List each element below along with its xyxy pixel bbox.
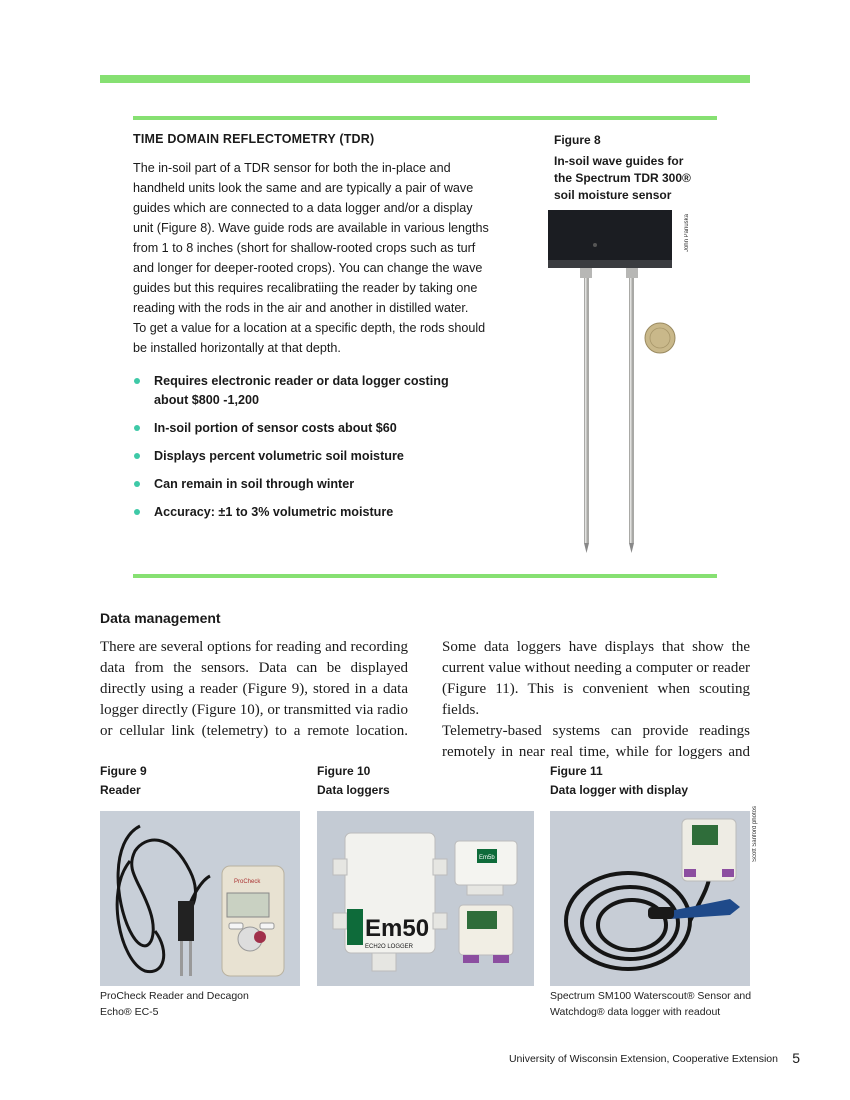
em50-label: Em50 [365,915,430,942]
figure11-title: Data logger with display [550,783,689,797]
col2-line: current value without needing a computer or reader [442,660,750,676]
col2-line: Telemetry-based systems can provide readings [442,723,750,739]
figure8-caption-line: soil moisture sensor [554,188,672,202]
figure11-caption-line: Watchdog® data logger with readout [550,1006,721,1018]
figure10-photo [317,811,534,986]
bullet-item: Can remain in soil through winter [133,475,463,494]
bullet-item: Displays percent volumetric soil moisture [133,447,463,466]
figure9-photo [100,811,300,986]
data-loggers-image [317,811,534,986]
figure9-caption-line: ProCheck Reader and Decagon [100,990,249,1002]
col1-line: or cellular link (telemetry) to a remote location. [100,723,408,739]
tdr-body-line: To get a value for a location at a specific depth, the rods should [133,321,486,335]
tdr-body-line: from 1 to 8 inches (short for shallow-rooted crops such as turf [133,241,476,255]
col2-line: Some data loggers have displays that show the [442,639,750,655]
figure11-caption [550,763,688,799]
figure9-title: Reader [100,783,141,797]
tdr-body-line: be installed horizontally at that depth. [133,341,341,355]
top-rule [100,75,750,83]
reader-image [100,811,300,986]
figure9-img-caption [100,988,249,1020]
figure11-label: Figure 11 [550,764,603,778]
tdr-sensor-image [540,205,690,560]
figure10-caption [317,763,390,799]
logger-with-display-image [550,811,750,986]
footer-text: University of Wisconsin Extension, Cooperative Extension [508,1053,778,1065]
em50-sublabel: ECH2O LOGGER [365,944,414,950]
tdr-body-line: guides but this requires recalibratiing the reader by taking one [133,281,478,295]
figure10-label: Figure 10 [317,764,371,778]
figure8-caption-line: In-soil wave guides for [554,154,684,168]
figure8-label: Figure 8 [554,133,601,147]
figure11-credit: Scott Sanford photos [752,806,758,863]
tdr-body-line: guides which are connected to a data logger and/or a display [133,201,473,215]
figure11-photo [550,811,750,986]
tdr-body-line: and longer for deeper-rooted crops). You can change the wave [133,261,483,275]
bullet-item: Accuracy: ±1 to 3% volumetric moisture [133,503,463,522]
small-logger-label: Em5b [479,855,495,861]
data-management-title: Data management [100,610,221,626]
reader-brand: ProCheck [234,879,261,885]
col2-line: (Figure 11). This is convenient when scouting fields. [442,681,750,718]
figure9-label: Figure 9 [100,764,147,778]
data-management-col2 [442,637,750,763]
tdr-body-line: handheld units look the same and are typically a pair of wave [133,181,474,195]
sidebar-top-rule [133,116,717,120]
bullet-item: In-soil portion of sensor costs about $60 [133,419,463,438]
figure11-caption-line: Spectrum SM100 Waterscout® Sensor and [550,990,752,1002]
figure8-caption [554,132,691,204]
tdr-body-line: The in-soil part of a TDR sensor for both the in-place and [133,161,451,175]
tdr-body [133,158,493,358]
tdr-body-line: reading with the rods in the air and another in distilled water. [133,301,469,315]
col1-line: data from the sensors. Data can be displayed [100,660,408,676]
figure8-credit: John Panuska [684,214,690,253]
figure11-img-caption [550,988,751,1020]
page-number: 5 [792,1050,800,1066]
data-management-col1 [100,637,408,742]
col1-line: directly using a reader (Figure 9), stored in a data [100,681,408,697]
col1-line: There are several options for reading and recording [100,639,408,655]
figure9-caption [100,763,147,799]
figure9-caption-line: Echo® EC-5 [100,1006,159,1018]
tdr-bullet-list [133,372,463,531]
col2-line: remotely in near real time, while for loggers and [442,744,750,760]
figure8-caption-line: the Spectrum TDR 300® [554,171,691,185]
col1-line: logger directly (Figure 10), or transmitted via radio [100,702,408,718]
bullet-item: Requires electronic reader or data logger costing about $800 -1,200 [133,372,463,410]
tdr-heading: TIME DOMAIN REFLECTOMETRY (TDR) [133,132,375,146]
sidebar-bottom-rule [133,574,717,578]
figure10-title: Data loggers [317,783,390,797]
tdr-body-line: unit (Figure 8). Wave guide rods are available in various lengths [133,221,489,235]
